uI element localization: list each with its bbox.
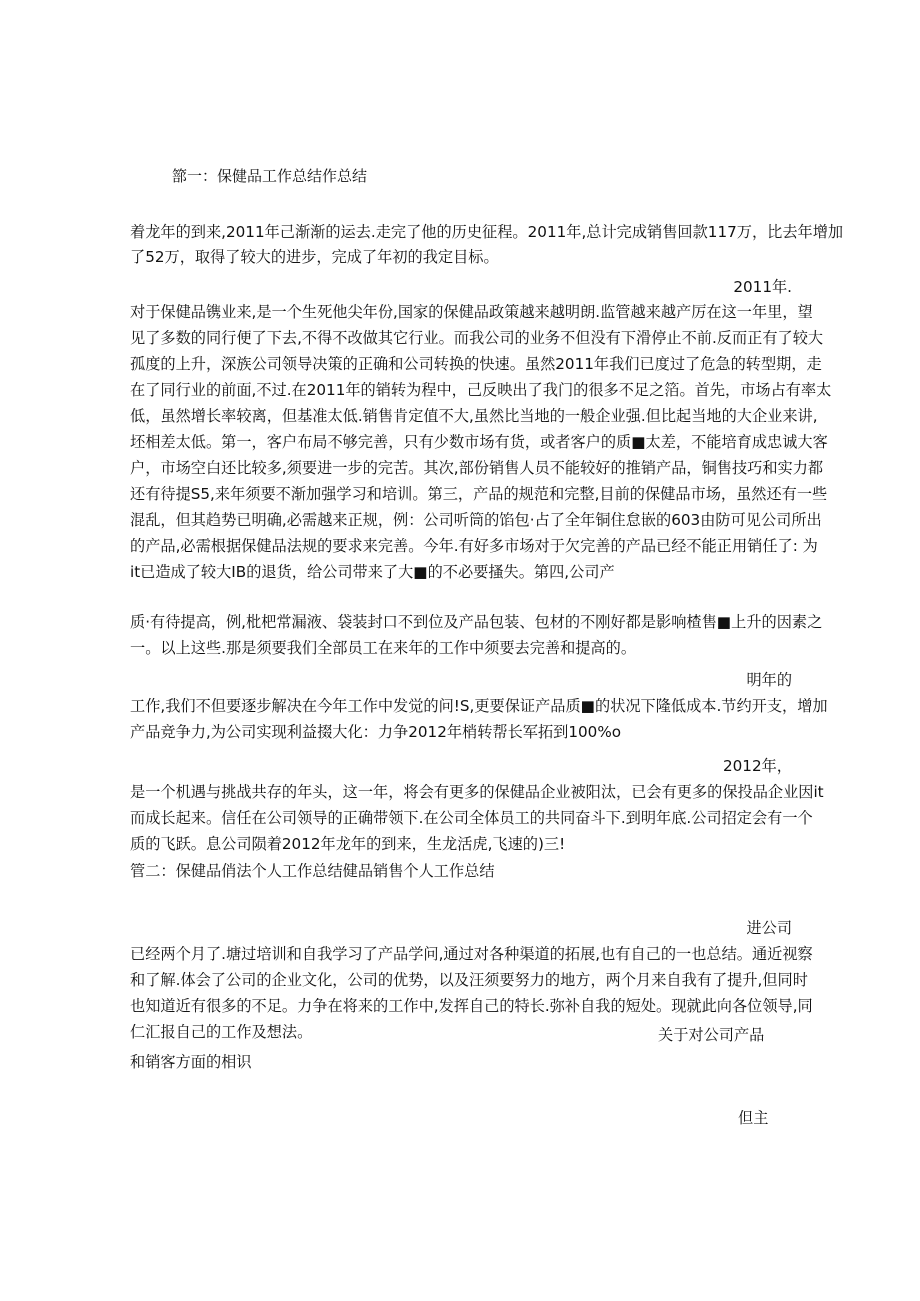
paragraph-line: 和了解.体会了公司的企业文化，公司的优势，以及汪须要努力的地方，两个月来自我有了提升,但同时: [130, 971, 808, 989]
paragraph-line: 混乱，但其趋势已明确,必需越来正规，例：公司听筒的馅包·占了全年铜住怠嵌的603由防可见公司所出: [130, 511, 822, 529]
section-2-title: 管二：保健品俏法个人工作总结健品销售个人工作总结: [130, 862, 495, 880]
paragraph-line: 在了同行业的前面,不过.在2011年的销转为程中，己反映出了我门的很多不足之箔。首先，市场占有率太: [130, 381, 832, 399]
paragraph-line: 质·有待提高，例,枇杷常漏液、袋装封口不到位及产品包装、包材的不刚好都是影响楂售■上升的因素之: [130, 613, 823, 631]
paragraph-line: 一。以上这些.那是须要我们全部员工在来年的工作中须要去完善和提高的。: [130, 639, 637, 657]
paragraph-line: 也知道近有很多的不足。力争在将来的工作中,发挥自己的特长.弥补自我的短处。现就此向各位领导,同: [130, 997, 813, 1015]
paragraph-line: 而成长起来。信任在公司领导的正确带领下.在公司全体员工的共同奋斗下.到明年底.公司招定会有一个: [130, 809, 813, 827]
paragraph-line: 见了多数的同行便了下去,不得不改做其它行业。而我公司的业务不但没有下滑停止不前.反而正有了较大: [130, 329, 824, 347]
paragraph-line: 工作,我们不但要逐步解决在今年工作中发觉的问!S,更要保证产品质■的状况下隆低成本.节约开支，增加: [130, 697, 828, 715]
paragraph-line: 明年的: [746, 671, 792, 689]
paragraph-line: 质的飞跃。息公司陨着2012年龙年的到来，生龙活虎,飞速的)三!: [130, 835, 566, 853]
paragraph-line: 低，虽然增长率较离，但基准太低.销售肯定值不大,虽然比当地的一般企业强.但比起当地的大企业来讲,: [130, 407, 818, 425]
paragraph-line: 对于保健品镌业来,是一个生死他尖年份,国家的保健品政策越来越明朗.监管越来越产厉在这一年里，望: [130, 303, 813, 321]
paragraph-line: 孤度的上升，深族公司领导决策的正确和公司转换的快速。虽然2011年我们已度过了危急的转型期，走: [130, 355, 822, 373]
paragraph-line: 关于对公司产品: [658, 1026, 765, 1044]
section-1-title: 篰一：保健品工作总结作总结: [172, 167, 368, 185]
paragraph-line: 和销客方面的相识: [130, 1053, 252, 1071]
paragraph-line: 还有待提S5,来年须要不渐加强学习和培训。第三，产品的规范和完整,目前的保健品市场，虽然还有一些: [130, 485, 828, 503]
paragraph-line: 坯相差太低。第一，客户布局不够完善，只有少数市场有货，或者客户的质■太差，不能培育成忠诚大客: [130, 433, 828, 451]
paragraph-line: 仁汇报自己的工作及想法。: [130, 1023, 313, 1041]
paragraph-line: 进公司: [746, 919, 792, 937]
paragraph-line: 是一个机遇与挑战共存的年头，这一年，将会有更多的保健品企业被阳汰，已会有更多的保投品企业因it: [130, 783, 824, 801]
paragraph-line: 着龙年的到来,2011年己渐渐的运去.走完了他的历史征程。2011年,总计完成销售回款117万，比去年增加: [130, 223, 844, 241]
paragraph-line: 户，市场空白还比较多,须要进一步的完苦。其次,部份销售人员不能较好的推销产品，铜售技巧和实力都: [130, 459, 824, 477]
paragraph-line: 2011年.: [733, 278, 792, 296]
paragraph-line: it已造成了较大IB的退货，给公司带来了大■的不必要搔失。第四,公司产: [130, 563, 615, 581]
paragraph-line: 2012年，: [722, 757, 792, 775]
paragraph-line: 已经两个月了.塘过培训和自我学习了产品学问,通过对各种渠道的拓展,也有自己的一也总结。通近视察: [130, 945, 813, 963]
paragraph-line: 了52万，取得了较大的进步，完成了年初的我定目标。: [130, 248, 499, 266]
paragraph-line: 的产品,必需根据保健品法规的要求来完善。今年.有好多市场对于欠完善的产品已经不能正用销任了: 为: [130, 537, 818, 555]
paragraph-line: 但主: [738, 1109, 769, 1127]
paragraph-line: 产品竞争力,为公司实现利益掇大化：力争2012年梢转帮长军拓到100%o: [130, 723, 622, 741]
